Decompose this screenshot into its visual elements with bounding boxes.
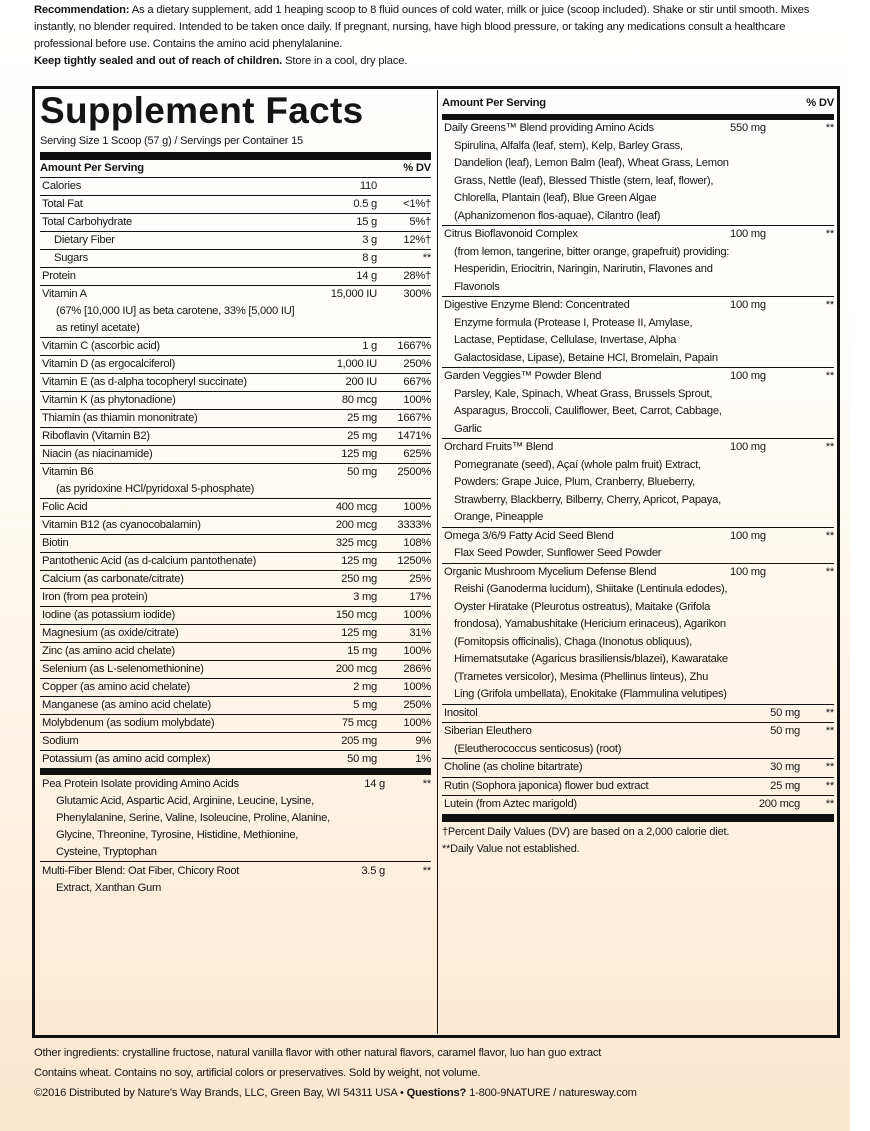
ingredient-amount: 30 mg: [770, 761, 800, 773]
nutrient-dv: 300%: [403, 288, 431, 300]
column-divider: [437, 90, 438, 1034]
nutrient-name: Manganese (as amino acid chelate): [42, 699, 211, 711]
nutrient-name: Selenium (as L-selenomethionine): [42, 663, 204, 675]
nutrient-name: Biotin: [42, 537, 69, 549]
ingredient-row: [442, 759, 834, 778]
nutrient-name-cell: [40, 196, 295, 213]
ingredient-blend-name: Digestive Enzyme Blend: Concentrated: [444, 299, 630, 311]
nutrient-amount: 5 mg: [353, 699, 377, 711]
nutrient-row: [40, 571, 431, 589]
blend-ingredients: Extract, Xanthan Gum: [56, 882, 162, 894]
footnote-not-established: **Daily Value not established.: [442, 842, 580, 855]
nutrient-dv: 1471%: [397, 430, 431, 442]
ingredient-amount: 100 mg: [730, 441, 766, 453]
nutrient-name: Riboflavin (Vitamin B2): [42, 430, 150, 442]
nutrient-row: [40, 232, 431, 250]
nutrient-row: [40, 535, 431, 553]
nutrient-dv: 1250%: [397, 555, 431, 567]
ingredient-dv: **: [825, 706, 834, 719]
nutrient-name-cell: [40, 589, 295, 606]
nutrient-row: [40, 356, 431, 374]
ingredient-dv: **: [825, 779, 834, 792]
ingredient-name-cell: [442, 120, 730, 225]
nutrient-row: [40, 589, 431, 607]
nutrient-amount: 205 mg: [341, 735, 377, 747]
ingredient-name-cell: [442, 759, 730, 777]
nutrient-amount: 200 mcg: [335, 519, 377, 531]
nutrient-amount: 3 g: [362, 234, 377, 246]
nutrient-row: [40, 517, 431, 535]
ingredient-blend-row: [442, 368, 834, 439]
blend-list: [40, 775, 431, 897]
nutrient-row: [40, 196, 431, 214]
facts-right-column: [442, 92, 834, 858]
nutrient-dv: **: [422, 252, 431, 264]
nutrient-name: Vitamin B12 (as cyanocobalamin): [42, 519, 201, 531]
ingredient-amount: 100 mg: [730, 228, 766, 240]
facts-title: Supplement Facts: [40, 90, 364, 131]
nutrient-name: Thiamin (as thiamin mononitrate): [42, 412, 198, 424]
nutrient-name-cell: [40, 410, 295, 427]
blend-name-cell: [40, 863, 335, 897]
nutrient-amount: 1,000 IU: [336, 358, 377, 370]
nutrient-dv: 28%†: [403, 270, 431, 282]
nutrient-amount: 0.5 g: [353, 198, 377, 210]
ingredient-dv: **: [825, 725, 834, 737]
distributor-text: ©2016 Distributed by Nature's Way Brands, LLC, Green Bay, WI 54311 USA •: [34, 1087, 404, 1099]
nutrient-name-cell: [40, 286, 295, 337]
nutrient-name: Niacin (as niacinamide): [42, 448, 153, 460]
ingredient-name-cell: [442, 297, 730, 367]
nutrient-name: Total Carbohydrate: [42, 216, 133, 228]
ingredient-blend-contents: (from lemon, tangerine, bitter orange, grapefruit) providing: Hesperidin, Eriocitrin, Naringin, Narirutin, Flavones and Flavonols: [454, 245, 730, 293]
ingredient-blend-contents: Reishi (Ganoderma lucidum), Shiitake (Lentinula edodes), Oyster Hiratake (Pleurotus ostreatus), Maitake (Grifola frondosa), Yamabushitake (Hericium erinaceus), Agarikon (Fomitopsis officinalis), Chaga (Inonotus obliquus), Himematsutake (Agaricus brasiliensis/blazei), Kawaratake (Trametes versicolor), Mesima (Phellinus linteus), Zhu Ling (Grifola umbellata), Enokitake (Flammulina velutipes): [454, 583, 728, 700]
nutrient-list: [40, 178, 431, 768]
nutrient-amount: 25 mg: [347, 412, 377, 424]
nutrient-name-cell: [40, 250, 295, 267]
ingredient-amount: 100 mg: [730, 565, 766, 578]
nutrient-dv: 100%: [403, 394, 431, 406]
ingredient-name: Choline (as choline bitartrate): [444, 761, 583, 773]
ingredient-name-cell: [442, 528, 730, 563]
nutrient-row: [40, 499, 431, 517]
nutrient-name-cell: [40, 178, 295, 195]
nutrient-name-cell: [40, 733, 295, 750]
facts-left-column: [40, 92, 431, 897]
nutrient-name: Iodine (as potassium iodide): [42, 609, 175, 621]
nutrient-name: Vitamin B6: [42, 466, 94, 478]
ingredient-row: [442, 723, 834, 759]
nutrient-amount: 200 mcg: [335, 663, 377, 675]
nutrient-dv: 12%†: [403, 234, 431, 246]
ingredient-name-cell: [442, 723, 730, 758]
nutrient-row: [40, 338, 431, 356]
nutrient-name: Vitamin K (as phytonadione): [42, 394, 176, 406]
nutrient-amount: 2 mg: [353, 681, 377, 693]
ingredient-blend-contents: Pomegranate (seed), Açaí (whole palm fruit) Extract, Powders: Grape Juice, Plum, Cranberry, Blueberry, Strawberry, Blackberry, Bilberry, Cherry, Apricot, Papaya, Orange, Pineapple: [454, 458, 721, 523]
ingredient-amount: 25 mg: [770, 779, 800, 792]
ingredient-amount: 50 mg: [770, 706, 800, 719]
nutrient-dv: 286%: [403, 663, 431, 675]
nutrient-name-cell: [40, 268, 295, 285]
right-amount-header: Amount Per Serving: [442, 97, 546, 109]
nutrient-amount: 25 mg: [347, 430, 377, 442]
ingredient-name-cell: [442, 705, 730, 723]
footnotes: [442, 822, 834, 858]
recommendation-text: [34, 2, 840, 70]
nutrient-dv: 1%: [415, 753, 431, 765]
contact-text: 1-800-9NATURE / naturesway.com: [469, 1087, 637, 1099]
nutrient-dv: 1667%: [397, 412, 431, 424]
ingredient-name: Siberian Eleuthero: [444, 725, 532, 737]
ingredient-dv: **: [825, 370, 834, 382]
nutrient-amount: 8 g: [362, 252, 377, 264]
thick-rule: [442, 814, 834, 822]
ingredient-name-cell: [442, 226, 730, 296]
ingredient-name-cell: [442, 778, 730, 796]
blend-dv: **: [422, 778, 431, 790]
nutrient-amount: 325 mcg: [335, 537, 377, 549]
nutrient-dv: 667%: [403, 376, 431, 388]
ingredient-blend-row: [442, 297, 834, 368]
ingredient-name-cell: [442, 368, 730, 438]
nutrient-name-cell: [40, 214, 295, 231]
nutrient-name: Vitamin E (as d-alpha tocopheryl succinate): [42, 376, 247, 388]
thick-rule: [40, 768, 431, 775]
nutrient-amount: 15,000 IU: [330, 288, 377, 300]
blend-dv: **: [422, 865, 431, 877]
nutrient-dv: 100%: [403, 645, 431, 657]
nutrient-dv: 100%: [403, 609, 431, 621]
nutrient-name-cell: [40, 446, 295, 463]
ingredient-blend-row: [442, 120, 834, 226]
nutrient-name: Molybdenum (as sodium molybdate): [42, 717, 215, 729]
nutrient-row: [40, 553, 431, 571]
ingredient-blend-row: [442, 564, 834, 705]
nutrient-dv: 2500%: [397, 466, 431, 478]
nutrient-amount: 80 mcg: [341, 394, 377, 406]
nutrient-row: [40, 715, 431, 733]
ingredient-name: Rutin (Sophora japonica) flower bud extract: [444, 779, 649, 792]
ingredient-blend-row: [442, 528, 834, 564]
nutrient-dv: 3333%: [397, 519, 431, 531]
ingredient-blend-contents: Parsley, Kale, Spinach, Wheat Grass, Brussels Sprout, Asparagus, Broccoli, Cauliflower, Beet, Carrot, Cabbage, Garlic: [454, 387, 722, 435]
nutrient-amount: 400 mcg: [335, 501, 377, 513]
nutrient-dv: 250%: [403, 358, 431, 370]
blend-name-cell: [40, 776, 335, 861]
blend-row: [40, 775, 431, 862]
other-ingredient-list: [442, 705, 834, 814]
ingredient-blend-name: Organic Mushroom Mycelium Defense Blend: [444, 565, 657, 578]
nutrient-name: Magnesium (as oxide/citrate): [42, 627, 179, 639]
dv-header: % DV: [403, 162, 431, 174]
nutrient-name-cell: [40, 338, 295, 355]
nutrient-amount: 125 mg: [341, 627, 377, 639]
ingredient-blend-name: Orchard Fruits™ Blend: [444, 441, 554, 453]
recommendation-label: Recommendation:: [34, 4, 130, 16]
blend-ingredient-list: [442, 120, 834, 705]
ingredient-row: [442, 796, 834, 814]
ingredient-row: [442, 705, 834, 724]
ingredient-blend-contents: Flax Seed Powder, Sunflower Seed Powder: [454, 547, 662, 559]
nutrient-row: [40, 178, 431, 196]
nutrient-name-cell: [40, 392, 295, 409]
ingredient-row: [442, 778, 834, 797]
nutrient-dv: 9%: [415, 735, 431, 747]
nutrient-row: [40, 661, 431, 679]
ingredient-amount: 550 mg: [730, 122, 766, 134]
nutrient-name: Zinc (as amino acid chelate): [42, 645, 175, 657]
ingredient-name: Inositol: [444, 706, 478, 719]
nutrient-name-cell: [40, 715, 295, 732]
nutrient-name-cell: [40, 607, 295, 624]
nutrient-row: [40, 733, 431, 751]
nutrient-row: [40, 643, 431, 661]
amount-header: Amount Per Serving: [40, 162, 144, 174]
nutrient-row: [40, 250, 431, 268]
nutrient-amount: 150 mcg: [335, 609, 377, 621]
right-dv-header: % DV: [806, 97, 834, 109]
ingredient-source: (Eleutherococcus senticosus) (root): [454, 742, 622, 755]
nutrient-dv: 250%: [403, 699, 431, 711]
nutrient-name-cell: [40, 232, 295, 249]
nutrient-name-cell: [40, 553, 295, 570]
ingredient-dv: **: [825, 529, 834, 542]
ingredient-blend-contents: Enzyme formula (Protease I, Protease II, Amylase, Lactase, Peptidase, Cellulase, Invertase, Alpha Galactosidase, Lipase), Betaine HCl, Bromelain, Papain: [454, 316, 718, 364]
serving-size: Serving Size 1 Scoop (57 g) / Servings per Container 15: [40, 135, 303, 147]
nutrient-dv: 5%†: [409, 216, 431, 228]
nutrient-amount: 200 IU: [345, 376, 377, 388]
ingredient-name-cell: [442, 564, 730, 704]
nutrient-name-cell: [40, 499, 295, 516]
nutrient-row: [40, 446, 431, 464]
nutrient-dv: 17%: [409, 591, 431, 603]
nutrient-name: Folic Acid: [42, 501, 88, 513]
ingredient-blend-name: Citrus Bioflavonoid Complex: [444, 228, 578, 240]
ingredient-blend-contents: Spirulina, Alfalfa (leaf, stem), Kelp, Barley Grass, Dandelion (leaf), Lemon Balm (leaf), Wheat Grass, Lemon Grass, Nettle (leaf), Blessed Thistle (stem, leaf, flower), Chlorella, Plantain (leaf), Blue Green Algae (Aphanizomenon flos-aquae), Cilantro (leaf): [454, 139, 729, 222]
nutrient-name: Pantothenic Acid (as d-calcium pantothenate): [42, 555, 257, 567]
nutrient-name: Protein: [42, 270, 76, 282]
nutrient-dv: <1%†: [403, 198, 431, 210]
nutrient-name-cell: [40, 751, 295, 768]
right-amount-header-row: [442, 92, 834, 114]
ingredient-dv: **: [825, 798, 834, 810]
nutrient-amount: 3 mg: [353, 591, 377, 603]
ingredient-dv: **: [825, 441, 834, 453]
nutrient-name: Iron (from pea protein): [42, 591, 148, 603]
blend-ingredients: Glutamic Acid, Aspartic Acid, Arginine, Leucine, Lysine, Phenylalanine, Serine, Valine, Isoleucine, Proline, Alanine, Glycine, Threonine, Tyrosine, Histidine, Methionine, Cysteine, Tryptophan: [56, 795, 330, 858]
nutrient-amount: 110: [359, 180, 377, 192]
ingredient-name: Lutein (from Aztec marigold): [444, 798, 577, 810]
nutrient-amount: 75 mcg: [341, 717, 377, 729]
other-ingredients: Other ingredients: crystalline fructose, natural vanilla flavor with other natural flavors, caramel flavor, luo han guo extract: [34, 1047, 602, 1059]
nutrient-name: Vitamin C (ascorbic acid): [42, 340, 160, 352]
nutrient-name: Calories: [42, 180, 82, 192]
nutrient-name: Sodium: [42, 735, 79, 747]
ingredient-amount: 200 mcg: [758, 798, 800, 810]
allergen-statement: Contains wheat. Contains no soy, artificial colors or preservatives. Sold by weight, not volume.: [34, 1067, 481, 1079]
margin: [850, 0, 870, 1131]
ingredient-dv: **: [825, 228, 834, 240]
nutrient-amount: 125 mg: [341, 555, 377, 567]
nutrient-row: [40, 392, 431, 410]
nutrient-row: [40, 286, 431, 338]
nutrient-dv: 100%: [403, 717, 431, 729]
nutrient-name: Dietary Fiber: [54, 234, 115, 246]
nutrient-name-cell: [40, 643, 295, 660]
nutrient-row: [40, 214, 431, 232]
nutrient-dv: 25%: [409, 573, 431, 585]
nutrient-name: Calcium (as carbonate/citrate): [42, 573, 184, 585]
nutrient-row: [40, 374, 431, 392]
ingredient-dv: **: [825, 122, 834, 134]
ingredient-blend-row: [442, 439, 834, 528]
ingredient-blend-name: Garden Veggies™ Powder Blend: [444, 370, 602, 382]
nutrient-amount: 14 g: [356, 270, 377, 282]
blend-row: [40, 862, 431, 897]
ingredient-amount: 100 mg: [730, 529, 766, 542]
nutrient-name-cell: [40, 625, 295, 642]
nutrient-row: [40, 428, 431, 446]
ingredient-amount: 100 mg: [730, 299, 766, 311]
nutrient-name-cell: [40, 428, 295, 445]
nutrient-name: Copper (as amino acid chelate): [42, 681, 190, 693]
nutrient-row: [40, 410, 431, 428]
nutrient-dv: 108%: [403, 537, 431, 549]
nutrient-name-cell: [40, 661, 295, 678]
nutrient-dv: 1667%: [397, 340, 431, 352]
keep-warning: Keep tightly sealed and out of reach of children.: [34, 55, 283, 67]
blend-amount: 14 g: [364, 778, 385, 790]
nutrient-name: Vitamin A: [42, 288, 87, 300]
nutrient-name: Total Fat: [42, 198, 83, 210]
nutrient-name: Sugars: [54, 252, 88, 264]
nutrient-name-cell: [40, 356, 295, 373]
nutrient-name-cell: [40, 571, 295, 588]
nutrient-row: [40, 607, 431, 625]
footnote-dv: †Percent Daily Values (DV) are based on a 2,000 calorie diet.: [442, 825, 730, 838]
ingredient-blend-name: Omega 3/6/9 Fatty Acid Seed Blend: [444, 529, 614, 542]
amount-header-row: [40, 160, 431, 178]
nutrient-amount: 50 mg: [347, 753, 377, 765]
nutrient-name: Potassium (as amino acid complex): [42, 753, 211, 765]
nutrient-amount: 125 mg: [341, 448, 377, 460]
ingredient-name-cell: [442, 439, 730, 527]
nutrient-row: [40, 625, 431, 643]
nutrient-source: (as pyridoxine HCl/pyridoxal 5-phosphate): [56, 483, 255, 495]
ingredient-blend-row: [442, 226, 834, 297]
nutrient-row: [40, 268, 431, 286]
ingredient-name-cell: [442, 796, 730, 814]
ingredient-dv: **: [825, 299, 834, 311]
nutrient-dv: 100%: [403, 681, 431, 693]
nutrient-name-cell: [40, 679, 295, 696]
nutrient-source: (67% [10,000 IU] as beta carotene, 33% [5,000 IU] as retinyl acetate): [56, 305, 295, 334]
nutrient-dv: 31%: [409, 627, 431, 639]
nutrient-amount: 1 g: [362, 340, 377, 352]
nutrient-row: [40, 697, 431, 715]
distributor-line: [34, 1083, 840, 1103]
blend-name: Pea Protein Isolate providing Amino Acids: [42, 778, 239, 790]
thick-rule: [40, 152, 431, 160]
storage-text: Store in a cool, dry place.: [285, 55, 408, 67]
questions-label: Questions?: [406, 1087, 467, 1099]
bottom-text: [34, 1043, 840, 1103]
blend-amount: 3.5 g: [361, 865, 385, 877]
ingredient-amount: 50 mg: [770, 725, 800, 737]
nutrient-name-cell: [40, 697, 295, 714]
nutrient-name: Vitamin D (as ergocalciferol): [42, 358, 176, 370]
nutrient-name-cell: [40, 464, 295, 498]
nutrient-name-cell: [40, 517, 295, 534]
nutrient-row: [40, 751, 431, 768]
ingredient-blend-name: Daily Greens™ Blend providing Amino Acids: [444, 122, 654, 134]
nutrient-amount: 250 mg: [341, 573, 377, 585]
nutrient-name-cell: [40, 535, 295, 552]
ingredient-dv: **: [825, 761, 834, 773]
ingredient-dv: **: [825, 565, 834, 578]
nutrient-amount: 50 mg: [347, 466, 377, 478]
nutrient-amount: 15 g: [356, 216, 377, 228]
nutrient-name-cell: [40, 374, 295, 391]
nutrient-row: [40, 679, 431, 697]
blend-name: Multi-Fiber Blend: Oat Fiber, Chicory Root: [42, 865, 240, 877]
ingredient-amount: 100 mg: [730, 370, 766, 382]
nutrient-row: [40, 464, 431, 499]
recommendation-body: As a dietary supplement, add 1 heaping scoop to 8 fluid ounces of cold water, milk or juice (scoop included). Shake or stir until smooth. Mixes instantly, no blender required. Intended to be taken once daily. If pregnant, nursing, have high blood pressure, or taking any medications consult a healthcare professional before use. Contains the amino acid phenylalanine.: [34, 4, 810, 50]
nutrient-dv: 100%: [403, 501, 431, 513]
nutrient-amount: 15 mg: [347, 645, 377, 657]
nutrient-dv: 625%: [403, 448, 431, 460]
